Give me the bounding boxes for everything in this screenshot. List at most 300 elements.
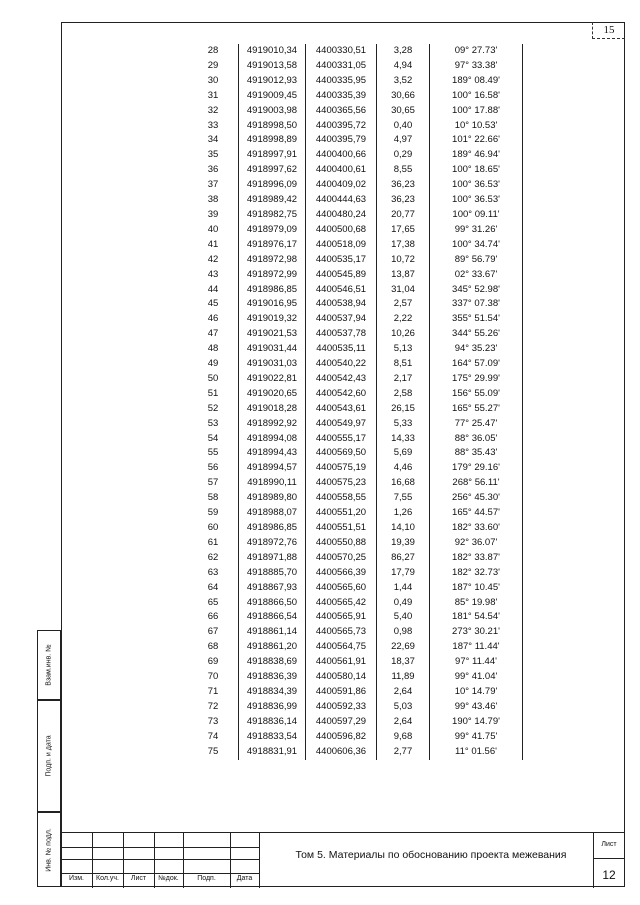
- coord-x: 4919021,53: [239, 327, 306, 342]
- coord-y: 4400480,24: [306, 208, 377, 223]
- point-number: 70: [188, 670, 239, 685]
- point-number: 33: [188, 119, 239, 134]
- coord-x: 4918979,09: [239, 223, 306, 238]
- coord-y: 4400565,91: [306, 610, 377, 625]
- table-row: [188, 625, 523, 640]
- bearing: 190° 14.79': [430, 715, 523, 730]
- point-number: 49: [188, 357, 239, 372]
- table-row: [188, 432, 523, 447]
- page-corner-number: 15: [592, 22, 625, 39]
- side-label-inv: Инв. № подл.: [45, 827, 53, 872]
- point-number: 47: [188, 327, 239, 342]
- bearing: 175° 29.99': [430, 372, 523, 387]
- bearing: 99° 41.75': [430, 730, 523, 745]
- table-row: [188, 119, 523, 134]
- coord-x: 4918986,85: [239, 283, 306, 298]
- coord-y: 4400575,19: [306, 461, 377, 476]
- coord-x: 4919019,32: [239, 312, 306, 327]
- distance: 2,17: [377, 372, 430, 387]
- coord-y: 4400400,61: [306, 163, 377, 178]
- bearing: 100° 18.65': [430, 163, 523, 178]
- bearing: 156° 55.09': [430, 387, 523, 402]
- coord-y: 4400580,14: [306, 670, 377, 685]
- coord-y: 4400500,68: [306, 223, 377, 238]
- bearing: 09° 27.73': [430, 44, 523, 59]
- label-koluch: Кол.уч.: [96, 875, 119, 882]
- distance: 17,65: [377, 223, 430, 238]
- coord-y: 4400400,66: [306, 148, 377, 163]
- label-izm: Изм.: [69, 875, 84, 882]
- bearing: 179° 29.16': [430, 461, 523, 476]
- coord-y: 4400537,94: [306, 312, 377, 327]
- distance: 7,55: [377, 491, 430, 506]
- coord-x: 4918982,75: [239, 208, 306, 223]
- coord-x: 4918994,57: [239, 461, 306, 476]
- coord-x: 4919010,34: [239, 44, 306, 59]
- coord-x: 4918836,99: [239, 700, 306, 715]
- table-row: [188, 297, 523, 312]
- distance: 2,64: [377, 685, 430, 700]
- point-number: 73: [188, 715, 239, 730]
- bearing: 100° 34.74': [430, 238, 523, 253]
- coord-x: 4918997,91: [239, 148, 306, 163]
- coord-y: 4400561,91: [306, 655, 377, 670]
- distance: 13,87: [377, 268, 430, 283]
- table-row: [188, 268, 523, 283]
- bearing: 100° 16.58': [430, 89, 523, 104]
- table-row: [188, 89, 523, 104]
- bearing: 187° 11.44': [430, 640, 523, 655]
- coord-y: 4400535,17: [306, 253, 377, 268]
- distance: 36,23: [377, 193, 430, 208]
- table-row: [188, 193, 523, 208]
- point-number: 65: [188, 596, 239, 611]
- point-number: 36: [188, 163, 239, 178]
- coord-x: 4918994,43: [239, 446, 306, 461]
- distance: 8,51: [377, 357, 430, 372]
- coord-x: 4919020,65: [239, 387, 306, 402]
- coord-y: 4400565,73: [306, 625, 377, 640]
- distance: 2,58: [377, 387, 430, 402]
- bearing: 88° 36.05': [430, 432, 523, 447]
- coord-y: 4400566,39: [306, 566, 377, 581]
- title-block: [61, 832, 625, 887]
- point-number: 28: [188, 44, 239, 59]
- distance: 4,46: [377, 461, 430, 476]
- point-number: 50: [188, 372, 239, 387]
- coord-y: 4400409,02: [306, 178, 377, 193]
- table-row: [188, 104, 523, 119]
- coord-x: 4918972,76: [239, 536, 306, 551]
- coord-x: 4919013,58: [239, 59, 306, 74]
- distance: 3,52: [377, 74, 430, 89]
- coord-x: 4918972,99: [239, 268, 306, 283]
- bearing: 337° 07.38': [430, 297, 523, 312]
- point-number: 29: [188, 59, 239, 74]
- point-number: 40: [188, 223, 239, 238]
- point-number: 46: [188, 312, 239, 327]
- distance: 86,27: [377, 551, 430, 566]
- distance: 1,44: [377, 581, 430, 596]
- label-podp: Подп.: [197, 875, 216, 882]
- bearing: 99° 43.46': [430, 700, 523, 715]
- coord-y: 4400538,94: [306, 297, 377, 312]
- coord-y: 4400570,25: [306, 551, 377, 566]
- point-number: 61: [188, 536, 239, 551]
- table-row: [188, 700, 523, 715]
- point-number: 63: [188, 566, 239, 581]
- coord-x: 4918971,88: [239, 551, 306, 566]
- point-number: 67: [188, 625, 239, 640]
- table-row: [188, 730, 523, 745]
- table-row: [188, 402, 523, 417]
- coord-x: 4919012,93: [239, 74, 306, 89]
- point-number: 66: [188, 610, 239, 625]
- coord-y: 4400550,88: [306, 536, 377, 551]
- coord-y: 4400606,36: [306, 745, 377, 760]
- distance: 14,33: [377, 432, 430, 447]
- point-number: 39: [188, 208, 239, 223]
- point-number: 72: [188, 700, 239, 715]
- table-row: [188, 148, 523, 163]
- point-number: 56: [188, 461, 239, 476]
- coord-x: 4919003,98: [239, 104, 306, 119]
- point-number: 35: [188, 148, 239, 163]
- coord-x: 4918976,17: [239, 238, 306, 253]
- distance: 26,15: [377, 402, 430, 417]
- coord-x: 4918866,50: [239, 596, 306, 611]
- distance: 19,39: [377, 536, 430, 551]
- table-row: [188, 59, 523, 74]
- bearing: 187° 10.45': [430, 581, 523, 596]
- distance: 3,28: [377, 44, 430, 59]
- coord-y: 4400546,51: [306, 283, 377, 298]
- bearing: 10° 14.79': [430, 685, 523, 700]
- bearing: 100° 17.88': [430, 104, 523, 119]
- bearing: 182° 33.60': [430, 521, 523, 536]
- sheet-label: Лист: [601, 841, 617, 848]
- distance: 18,37: [377, 655, 430, 670]
- table-row: [188, 521, 523, 536]
- table-row: [188, 312, 523, 327]
- distance: 10,26: [377, 327, 430, 342]
- table-row: [188, 223, 523, 238]
- point-number: 57: [188, 476, 239, 491]
- distance: 22,69: [377, 640, 430, 655]
- label-ndok: №док.: [158, 875, 179, 882]
- bearing: 97° 33.38': [430, 59, 523, 74]
- table-row: [188, 536, 523, 551]
- table-row: [188, 715, 523, 730]
- table-row: [188, 566, 523, 581]
- distance: 2,64: [377, 715, 430, 730]
- bearing: 94° 35.23': [430, 342, 523, 357]
- bearing: 181° 54.54': [430, 610, 523, 625]
- bearing: 99° 31.26': [430, 223, 523, 238]
- distance: 0,40: [377, 119, 430, 134]
- table-row: [188, 208, 523, 223]
- point-number: 42: [188, 253, 239, 268]
- distance: 11,89: [377, 670, 430, 685]
- point-number: 68: [188, 640, 239, 655]
- distance: 9,68: [377, 730, 430, 745]
- coord-y: 4400518,09: [306, 238, 377, 253]
- bearing: 100° 09.11': [430, 208, 523, 223]
- point-number: 48: [188, 342, 239, 357]
- point-number: 60: [188, 521, 239, 536]
- point-number: 75: [188, 745, 239, 760]
- coord-y: 4400331,05: [306, 59, 377, 74]
- coord-y: 4400591,86: [306, 685, 377, 700]
- distance: 8,55: [377, 163, 430, 178]
- bearing: 77° 25.47': [430, 417, 523, 432]
- coord-x: 4918834,39: [239, 685, 306, 700]
- table-row: [188, 476, 523, 491]
- coord-y: 4400395,72: [306, 119, 377, 134]
- coord-x: 4918861,14: [239, 625, 306, 640]
- coord-y: 4400542,60: [306, 387, 377, 402]
- distance: 10,72: [377, 253, 430, 268]
- bearing: 182° 33.87': [430, 551, 523, 566]
- bearing: 89° 56.79': [430, 253, 523, 268]
- point-number: 52: [188, 402, 239, 417]
- table-row: [188, 342, 523, 357]
- distance: 5,13: [377, 342, 430, 357]
- distance: 20,77: [377, 208, 430, 223]
- coord-y: 4400543,61: [306, 402, 377, 417]
- coord-y: 4400564,75: [306, 640, 377, 655]
- bearing: 101° 22.66': [430, 133, 523, 148]
- bearing: 99° 41.04': [430, 670, 523, 685]
- coord-x: 4919031,44: [239, 342, 306, 357]
- coord-x: 4918833,54: [239, 730, 306, 745]
- bearing: 11° 01.56': [430, 745, 523, 760]
- distance: 5,69: [377, 446, 430, 461]
- coord-x: 4918972,98: [239, 253, 306, 268]
- coord-x: 4919016,95: [239, 297, 306, 312]
- point-number: 30: [188, 74, 239, 89]
- distance: 5,33: [377, 417, 430, 432]
- table-row: [188, 640, 523, 655]
- table-row: [188, 417, 523, 432]
- coord-y: 4400535,11: [306, 342, 377, 357]
- coord-y: 4400542,43: [306, 372, 377, 387]
- table-row: [188, 178, 523, 193]
- coord-y: 4400575,23: [306, 476, 377, 491]
- table-row: [188, 387, 523, 402]
- side-cell-vzam: [37, 630, 61, 700]
- label-list: Лист: [130, 875, 147, 882]
- bearing: 345° 52.98': [430, 283, 523, 298]
- table-row: [188, 238, 523, 253]
- table-row: [188, 133, 523, 148]
- coord-x: 4918997,62: [239, 163, 306, 178]
- point-number: 71: [188, 685, 239, 700]
- coord-x: 4919031,03: [239, 357, 306, 372]
- point-number: 51: [188, 387, 239, 402]
- bearing: 88° 35.43': [430, 446, 523, 461]
- point-number: 74: [188, 730, 239, 745]
- bearing: 355° 51.54': [430, 312, 523, 327]
- coord-x: 4918989,42: [239, 193, 306, 208]
- distance: 2,22: [377, 312, 430, 327]
- distance: 5,40: [377, 610, 430, 625]
- coord-y: 4400365,56: [306, 104, 377, 119]
- table-row: [188, 685, 523, 700]
- table-row: [188, 253, 523, 268]
- point-number: 59: [188, 506, 239, 521]
- table-row: [188, 283, 523, 298]
- distance: 30,65: [377, 104, 430, 119]
- distance: 14,10: [377, 521, 430, 536]
- bearing: 92° 36.07': [430, 536, 523, 551]
- coord-x: 4918866,54: [239, 610, 306, 625]
- coord-y: 4400597,29: [306, 715, 377, 730]
- bearing: 273° 30.21': [430, 625, 523, 640]
- coord-x: 4919018,28: [239, 402, 306, 417]
- distance: 5,03: [377, 700, 430, 715]
- bearing: 100° 36.53': [430, 178, 523, 193]
- table-row: [188, 44, 523, 59]
- distance: 16,68: [377, 476, 430, 491]
- point-number: 32: [188, 104, 239, 119]
- distance: 4,94: [377, 59, 430, 74]
- sheet-number: 12: [602, 868, 616, 882]
- point-number: 34: [188, 133, 239, 148]
- point-number: 55: [188, 446, 239, 461]
- point-number: 62: [188, 551, 239, 566]
- coord-y: 4400330,51: [306, 44, 377, 59]
- bearing: 85° 19.98': [430, 596, 523, 611]
- coord-x: 4918998,89: [239, 133, 306, 148]
- coord-x: 4918992,92: [239, 417, 306, 432]
- bearing: 256° 45.30': [430, 491, 523, 506]
- table-row: [188, 163, 523, 178]
- coord-x: 4919022,81: [239, 372, 306, 387]
- distance: 2,57: [377, 297, 430, 312]
- coord-x: 4918990,11: [239, 476, 306, 491]
- table-row: [188, 446, 523, 461]
- table-row: [188, 551, 523, 566]
- table-row: [188, 610, 523, 625]
- coordinates-table: [188, 44, 523, 760]
- coord-y: 4400537,78: [306, 327, 377, 342]
- table-row: [188, 327, 523, 342]
- coord-y: 4400551,51: [306, 521, 377, 536]
- coord-x: 4918996,09: [239, 178, 306, 193]
- bearing: 268° 56.11': [430, 476, 523, 491]
- point-number: 53: [188, 417, 239, 432]
- table-row: [188, 491, 523, 506]
- distance: 17,79: [377, 566, 430, 581]
- coord-x: 4918867,93: [239, 581, 306, 596]
- bearing: 189° 08.49': [430, 74, 523, 89]
- table-row: [188, 372, 523, 387]
- coord-x: 4918994,08: [239, 432, 306, 447]
- distance: 0,49: [377, 596, 430, 611]
- coord-x: 4918861,20: [239, 640, 306, 655]
- table-row: [188, 655, 523, 670]
- coord-y: 4400540,22: [306, 357, 377, 372]
- coord-y: 4400551,20: [306, 506, 377, 521]
- bearing: 97° 11.44': [430, 655, 523, 670]
- coord-y: 4400395,79: [306, 133, 377, 148]
- table-row: [188, 596, 523, 611]
- bearing: 10° 10.53': [430, 119, 523, 134]
- table-row: [188, 461, 523, 476]
- coord-y: 4400335,95: [306, 74, 377, 89]
- bearing: 165° 44.57': [430, 506, 523, 521]
- coord-y: 4400335,39: [306, 89, 377, 104]
- point-number: 64: [188, 581, 239, 596]
- distance: 30,66: [377, 89, 430, 104]
- point-number: 44: [188, 283, 239, 298]
- coord-x: 4918988,07: [239, 506, 306, 521]
- point-number: 43: [188, 268, 239, 283]
- table-row: [188, 581, 523, 596]
- distance: 31,04: [377, 283, 430, 298]
- coord-x: 4918831,91: [239, 745, 306, 760]
- coord-y: 4400555,17: [306, 432, 377, 447]
- coord-y: 4400565,60: [306, 581, 377, 596]
- coord-x: 4918885,70: [239, 566, 306, 581]
- point-number: 38: [188, 193, 239, 208]
- coord-x: 4918998,50: [239, 119, 306, 134]
- coord-y: 4400545,89: [306, 268, 377, 283]
- table-row: [188, 670, 523, 685]
- table-row: [188, 74, 523, 89]
- coord-y: 4400558,55: [306, 491, 377, 506]
- coord-y: 4400565,42: [306, 596, 377, 611]
- coord-y: 4400596,82: [306, 730, 377, 745]
- table-row: [188, 745, 523, 760]
- side-label-podp: Подп. и дата: [45, 735, 53, 777]
- coord-x: 4918989,80: [239, 491, 306, 506]
- point-number: 69: [188, 655, 239, 670]
- bearing: 189° 46.94': [430, 148, 523, 163]
- bearing: 344° 55.26': [430, 327, 523, 342]
- document-title: Том 5. Материалы по обоснованию проекта межевания: [295, 849, 567, 861]
- side-cell-inv: [37, 812, 61, 887]
- table-row: [188, 357, 523, 372]
- distance: 17,38: [377, 238, 430, 253]
- bearing: 100° 36.53': [430, 193, 523, 208]
- point-number: 54: [188, 432, 239, 447]
- bearing: 164° 57.09': [430, 357, 523, 372]
- distance: 0,29: [377, 148, 430, 163]
- point-number: 41: [188, 238, 239, 253]
- coord-x: 4918836,39: [239, 670, 306, 685]
- coord-y: 4400549,97: [306, 417, 377, 432]
- coord-x: 4918838,69: [239, 655, 306, 670]
- distance: 1,26: [377, 506, 430, 521]
- point-number: 58: [188, 491, 239, 506]
- coord-x: 4918986,85: [239, 521, 306, 536]
- point-number: 45: [188, 297, 239, 312]
- coord-x: 4918836,14: [239, 715, 306, 730]
- coord-y: 4400569,50: [306, 446, 377, 461]
- table-row: [188, 506, 523, 521]
- side-cell-podp: [37, 700, 61, 812]
- coord-y: 4400444,63: [306, 193, 377, 208]
- distance: 4,97: [377, 133, 430, 148]
- point-number: 31: [188, 89, 239, 104]
- distance: 36,23: [377, 178, 430, 193]
- bearing: 02° 33.67': [430, 268, 523, 283]
- coord-x: 4919009,45: [239, 89, 306, 104]
- coord-y: 4400592,33: [306, 700, 377, 715]
- point-number: 37: [188, 178, 239, 193]
